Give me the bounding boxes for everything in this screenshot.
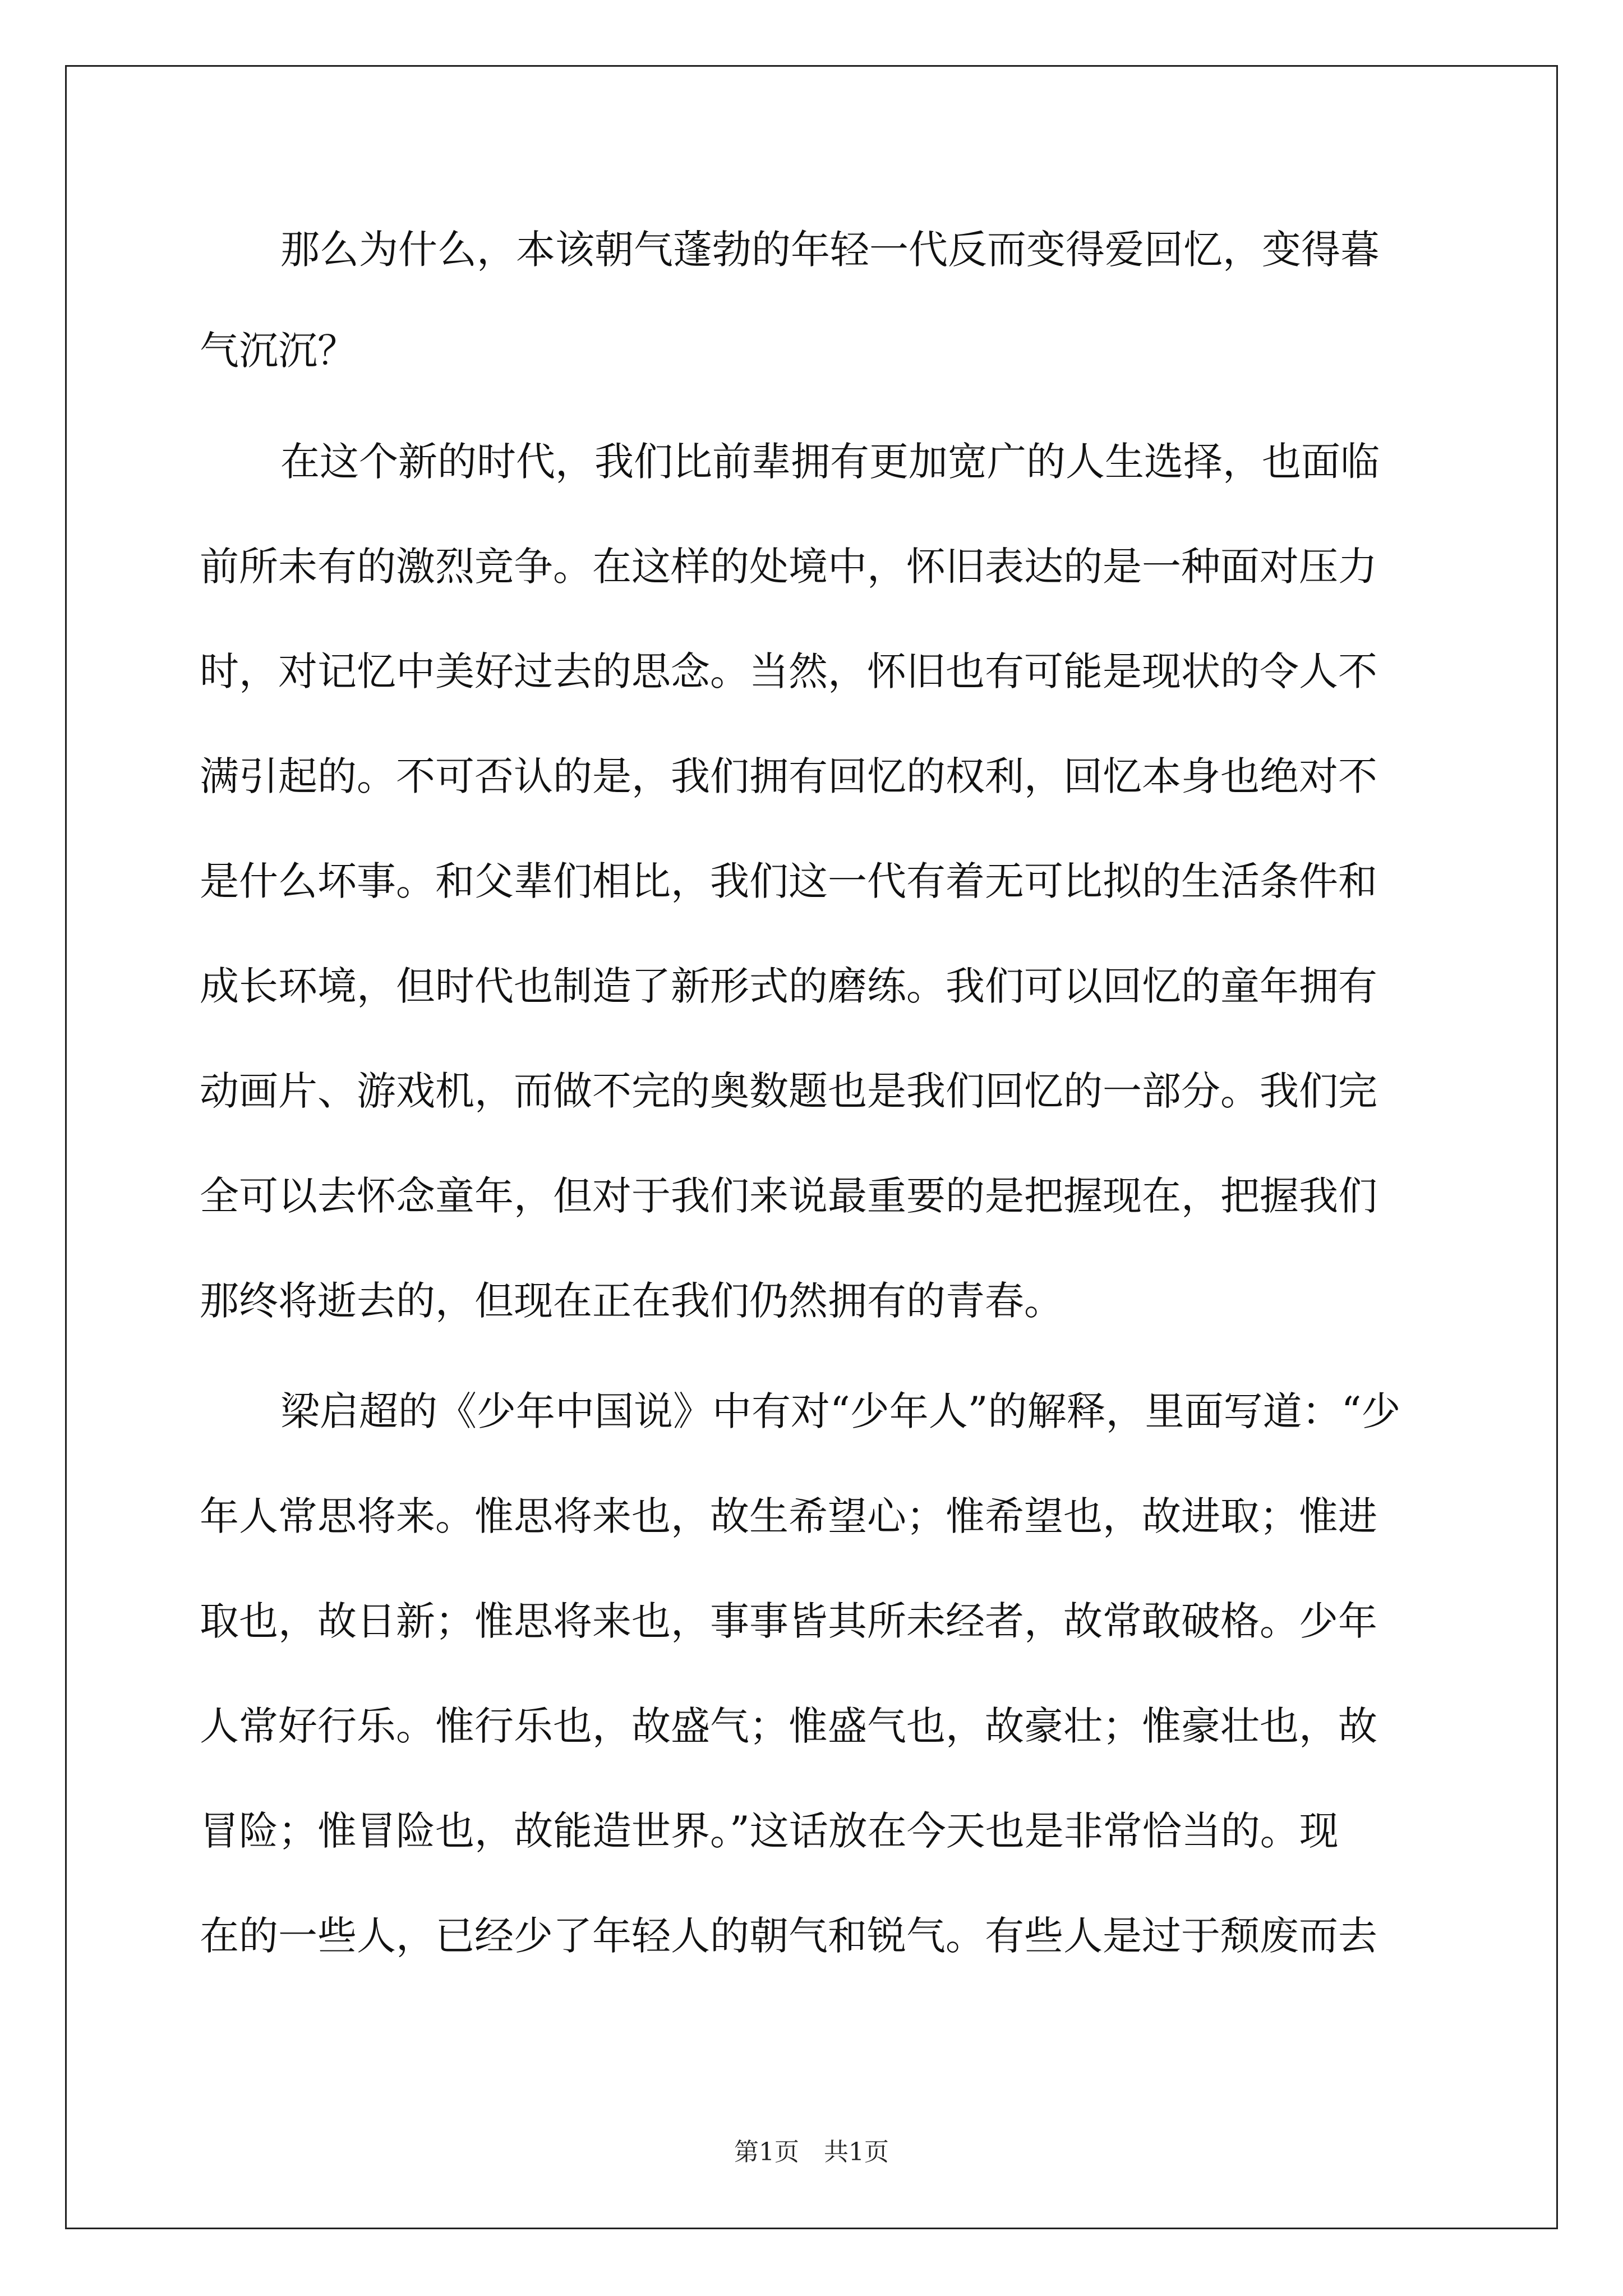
page-border — [65, 65, 1558, 2229]
page-number-footer: 第1页 共1页 — [734, 2138, 889, 2166]
text-line-11: 那终将逝去的，但现在正在我们仍然拥有的青春。 — [200, 1278, 1063, 1324]
text-line-3: 在这个新的时代，我们比前辈拥有更加宽广的人生选择，也面临 — [280, 439, 1380, 485]
text-line-16: 冒险；惟冒险也，故能造世界。”这话放在今天也是非常恰当的。现 — [200, 1808, 1339, 1854]
text-line-9: 动画片、游戏机，而做不完的奥数题也是我们回忆的一部分。我们完 — [200, 1068, 1377, 1114]
text-line-8: 成长环境，但时代也制造了新形式的磨练。我们可以回忆的童年拥有 — [200, 963, 1377, 1009]
text-line-1: 那么为什么，本该朝气蓬勃的年轻一代反而变得爱回忆，变得暮 — [280, 227, 1380, 273]
text-line-17: 在的一些人，已经少了年轻人的朝气和锐气。有些人是过于颓废而去 — [200, 1913, 1377, 1959]
text-line-6: 满引起的。不可否认的是，我们拥有回忆的权利，回忆本身也绝对不 — [200, 753, 1377, 799]
text-line-12: 梁启超的《少年中国说》中有对“少年人”的解释，里面写道：“少 — [280, 1388, 1401, 1434]
text-line-5: 时，对记忆中美好过去的思念。当然，怀旧也有可能是现状的令人不 — [200, 648, 1377, 694]
text-line-13: 年人常思将来。惟思将来也，故生希望心；惟希望也，故进取；惟进 — [200, 1493, 1377, 1539]
text-line-4: 前所未有的激烈竞争。在这样的处境中，怀旧表达的是一种面对压力 — [200, 544, 1377, 590]
text-line-2: 气沉沉？ — [200, 328, 357, 374]
text-line-7: 是什么坏事。和父辈们相比，我们这一代有着无可比拟的生活条件和 — [200, 858, 1377, 904]
text-line-15: 人常好行乐。惟行乐也，故盛气；惟盛气也，故豪壮；惟豪壮也，故 — [200, 1703, 1377, 1749]
text-line-10: 全可以去怀念童年，但对于我们来说最重要的是把握现在，把握我们 — [200, 1173, 1377, 1219]
text-line-14: 取也，故日新；惟思将来也，事事皆其所未经者，故常敢破格。少年 — [200, 1598, 1377, 1644]
